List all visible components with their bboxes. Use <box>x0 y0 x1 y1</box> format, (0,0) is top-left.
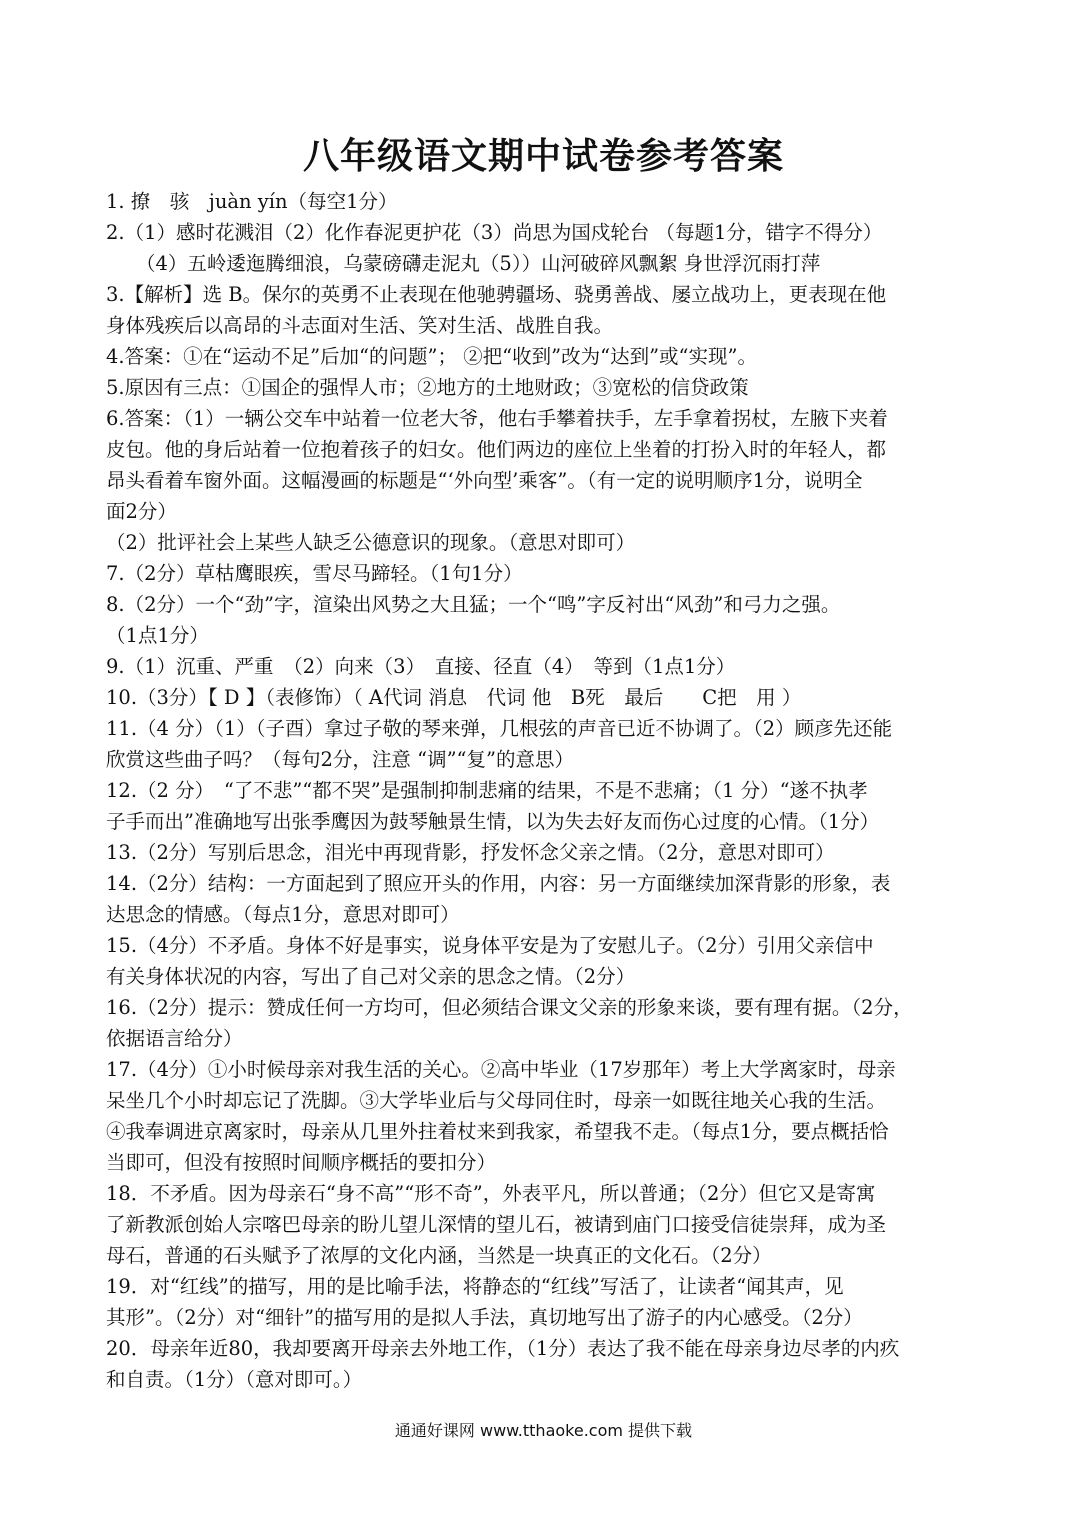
answer-line: ④我奉调进京离家时，母亲从几里外拄着杖来到我家，希望我不走。（每点1分，要点概括恰 <box>106 1120 889 1143</box>
answer-line: 12.（2 分） “了不悲”“都不哭”是强制抑制悲痛的结果，不是不悲痛；（1 分）“遂不执孝 <box>106 779 868 802</box>
answer-line: 6.答案：（1）一辆公交车中站着一位老大爷，他右手攀着扶手，左手拿着拐杖，左腋下夹着 <box>106 407 888 430</box>
answer-line: （1点1分） <box>106 624 209 647</box>
answer-line: 11.（4 分）（1）（子酉）拿过子敬的琴来弹，几根弦的声音已近不协调了。（2）顾彦先还能 <box>106 717 893 740</box>
answer-line: 子手而出”准确地写出张季鹰因为鼓琴触景生情，以为失去好友而伤心过度的心情。（1分） <box>106 810 880 833</box>
answer-line: 18．不矛盾。因为母亲石“身不高”“形不奇”，外表平凡，所以普通；（2分）但它又是寄寓 <box>106 1182 876 1205</box>
answer-line: 1. 撩 骇 juàn yín（每空1分） <box>106 190 398 213</box>
answer-line: 当即可，但没有按照时间顺序概括的要扣分） <box>106 1151 497 1174</box>
answer-line: 5.原因有三点：①国企的强悍人市；②地方的土地财政；③宽松的信贷政策 <box>106 376 749 399</box>
answer-line: 了新教派创始人宗喀巴母亲的盼儿望儿深情的望儿石，被请到庙门口接受信徒崇拜，成为圣 <box>106 1213 887 1236</box>
answer-line: 达思念的情感。（每点1分，意思对即可） <box>106 903 460 926</box>
answer-line: 20．母亲年近80，我却要离开母亲去外地工作，（1分）表达了我不能在母亲身边尽孝的内疚 <box>106 1337 900 1360</box>
answer-line: 16.（2分）提示：赞成任何一方均可，但必须结合课文父亲的形象来谈，要有理有据。（2分， <box>106 996 913 1019</box>
answer-line: （2）批评社会上某些人缺乏公德意识的现象。（意思对即可） <box>106 531 636 554</box>
answer-line: （4）五岭逶迤腾细浪，乌蒙磅礴走泥丸（5））山河破碎风飘絮 身世浮沉雨打萍 <box>136 252 821 275</box>
answer-line: 17.（4分）①小时候母亲对我生活的关心。②高中毕业（17岁那年）考上大学离家时，母亲 <box>106 1058 896 1081</box>
answer-line: 9.（1）沉重、严重 （2）向来（3） 直接、径直（4） 等到（1点1分） <box>106 655 736 678</box>
answer-line: 10.（3分）【 D 】（表修饰）（ A代词 消息 代词 他 B死 最后 C把 用 ） <box>106 686 802 709</box>
answer-line: 和自责。（1分）（意对即可。） <box>106 1368 363 1391</box>
answer-line: 4.答案：①在“运动不足”后加“的问题”； ②把“收到”改为“达到”或“实现”。 <box>106 345 757 368</box>
answer-line: 昂头看着车窗外面。这幅漫画的标题是“‘外向型’乘客”。（有一定的说明顺序1分，说明全 <box>106 469 863 492</box>
page-title: 八年级语文期中试卷参考答案 <box>302 136 784 177</box>
answer-line: 19．对“红线”的描写，用的是比喻手法，将静态的“红线”写活了，让读者“闻其声，见 <box>106 1275 844 1298</box>
answer-line: 2.（1）感时花溅泪（2）化作春泥更护花（3）尚思为国戍轮台 （每题1分，错字不得分） <box>106 221 883 244</box>
answer-line: 身体残疾后以高昂的斗志面对生活、笑对生活、战胜自我。 <box>106 314 614 337</box>
answer-line: 欣赏这些曲子吗？（每句2分，注意 “调”“复”的意思） <box>106 748 574 771</box>
answer-content <box>106 186 990 1395</box>
answer-line: 8.（2分）一个“劲”字，渲染出风势之大且猛；一个“鸣”字反衬出“风劲”和弓力之强。 <box>106 593 841 616</box>
answer-line: 7.（2分）草枯鹰眼疾，雪尽马蹄轻。（1句1分） <box>106 562 523 585</box>
answer-line: 母石，普通的石头赋予了浓厚的文化内涵，当然是一块真正的文化石。（2分） <box>106 1244 772 1267</box>
download-footer: 通通好课网 www.tthaoke.com 提供下载 <box>394 1421 693 1440</box>
answer-line: 呆坐几个小时却忘记了洗脚。③大学毕业后与父母同住时，母亲一如既往地关心我的生活。 <box>106 1089 887 1112</box>
answer-line: 15.（4分）不矛盾。身体不好是事实，说身体平安是为了安慰儿子。（2分）引用父亲信中 <box>106 934 874 957</box>
answer-line: 有关身体状况的内容，写出了自己对父亲的思念之情。（2分） <box>106 965 636 988</box>
answer-line: 3.【解析】选 B。保尔的英勇不止表现在他驰骋疆场、骁勇善战、屡立战功上，更表现在他 <box>106 283 887 306</box>
answer-line: 14.（2分）结构：一方面起到了照应开头的作用，内容：另一方面继续加深背影的形象，表 <box>106 872 891 895</box>
answer-line: 面2分） <box>106 500 177 523</box>
answer-line: 依据语言给分） <box>106 1027 243 1050</box>
answer-line: 13.（2分）写别后思念，泪光中再现背影，抒发怀念父亲之情。（2分，意思对即可） <box>106 841 835 864</box>
answer-line: 其形”。（2分）对“细针”的描写用的是拟人手法，真切地写出了游子的内心感受。（2分） <box>106 1306 863 1329</box>
answer-line: 皮包。他的身后站着一位抱着孩子的妇女。他们两边的座位上坐着的打扮入时的年轻人，都 <box>106 438 887 461</box>
